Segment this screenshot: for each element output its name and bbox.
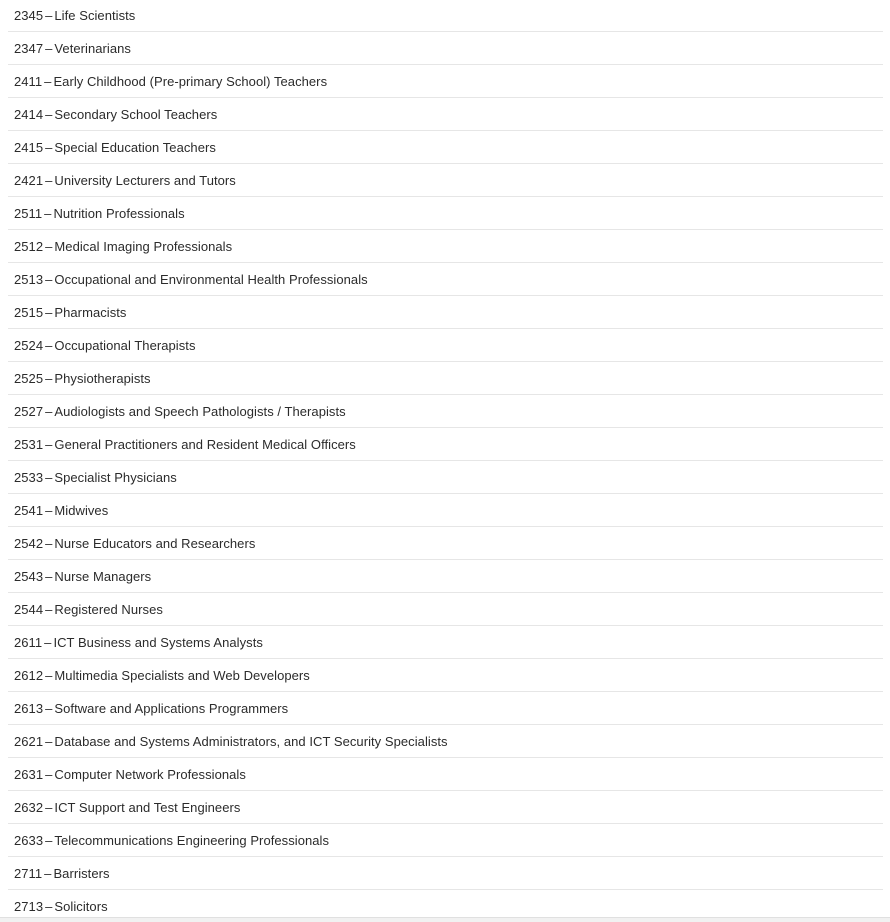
separator: – (45, 700, 53, 716)
list-item[interactable] (8, 98, 883, 131)
separator: – (45, 832, 53, 848)
occupation-code: 2512 (14, 238, 44, 254)
list-item[interactable] (8, 230, 883, 263)
occupation-title: ICT Business and Systems Analysts (53, 634, 263, 650)
occupation-code: 2613 (14, 700, 44, 716)
list-item[interactable] (8, 527, 883, 560)
separator: – (45, 8, 53, 23)
occupation-code: 2544 (14, 601, 44, 617)
occupation-code: 2533 (14, 469, 44, 485)
occupation-code: 2621 (14, 733, 44, 749)
list-item[interactable] (8, 362, 883, 395)
list-item[interactable] (8, 428, 883, 461)
list-item[interactable] (8, 692, 883, 725)
occupation-code: 2414 (14, 106, 44, 122)
occupation-code: 2515 (14, 304, 44, 320)
occupation-title: Early Childhood (Pre-primary School) Teachers (53, 73, 328, 89)
occupation-title: Nutrition Professionals (53, 205, 185, 221)
occupation-code: 2525 (14, 370, 44, 386)
list-item[interactable] (8, 461, 883, 494)
list-item[interactable] (8, 560, 883, 593)
occupation-code: 2711 (14, 865, 43, 881)
separator: – (44, 634, 52, 650)
separator: – (45, 898, 53, 914)
separator: – (45, 799, 53, 815)
list-item[interactable] (8, 725, 883, 758)
list-item[interactable] (8, 494, 883, 527)
occupation-code: 2631 (14, 766, 44, 782)
occupation-title: Occupational Therapists (54, 337, 196, 353)
occupation-code: 2632 (14, 799, 44, 815)
list-item[interactable] (8, 32, 883, 65)
separator: – (45, 403, 53, 419)
list-item[interactable] (8, 593, 883, 626)
occupation-title: Physiotherapists (54, 370, 151, 386)
separator: – (44, 205, 52, 221)
occupation-title: Secondary School Teachers (54, 106, 218, 122)
occupation-code: 2411 (14, 73, 43, 89)
separator: – (45, 40, 53, 56)
list-item[interactable] (8, 659, 883, 692)
separator: – (45, 304, 53, 320)
list-item[interactable] (8, 164, 883, 197)
occupation-title: Computer Network Professionals (54, 766, 246, 782)
list-item[interactable] (8, 0, 883, 32)
occupation-title: Nurse Educators and Researchers (54, 535, 256, 551)
occupation-title: Specialist Physicians (54, 469, 177, 485)
occupation-code: 2543 (14, 568, 44, 584)
separator: – (45, 337, 53, 353)
list-item[interactable] (8, 758, 883, 791)
occupation-title: Medical Imaging Professionals (54, 238, 233, 254)
separator: – (45, 766, 53, 782)
occupation-title: Software and Applications Programmers (54, 700, 289, 716)
occupation-code: 2633 (14, 832, 44, 848)
occupation-title: ICT Support and Test Engineers (54, 799, 241, 815)
occupation-code: 2415 (14, 139, 44, 155)
separator: – (45, 370, 53, 386)
separator: – (45, 271, 53, 287)
list-item[interactable] (8, 131, 883, 164)
list-item[interactable] (8, 296, 883, 329)
occupation-title: Multimedia Specialists and Web Developers (54, 667, 310, 683)
occupation-code: 2511 (14, 205, 43, 221)
occupation-title: Barristers (53, 865, 110, 881)
occupation-code: 2611 (14, 634, 43, 650)
occupation-code: 2421 (14, 172, 44, 188)
occupation-title: Nurse Managers (54, 568, 152, 584)
separator: – (45, 601, 53, 617)
occupation-code: 2345 (14, 8, 44, 23)
occupation-title: Pharmacists (54, 304, 127, 320)
occupation-code: 2513 (14, 271, 44, 287)
occupation-title: Occupational and Environmental Health Professionals (54, 271, 368, 287)
separator: – (45, 733, 53, 749)
occupation-title: General Practitioners and Resident Medical Officers (54, 436, 356, 452)
separator: – (45, 535, 53, 551)
occupation-title: Solicitors (54, 898, 108, 914)
occupation-code: 2527 (14, 403, 44, 419)
occupation-title: Telecommunications Engineering Professionals (54, 832, 330, 848)
separator: – (44, 865, 52, 881)
occupation-title: Registered Nurses (54, 601, 163, 617)
list-item[interactable] (8, 65, 883, 98)
separator: – (45, 139, 53, 155)
occupation-title: Midwives (54, 502, 109, 518)
occupation-code: 2713 (14, 898, 44, 914)
occupation-code: 2347 (14, 40, 44, 56)
separator: – (45, 238, 53, 254)
occupation-title: University Lecturers and Tutors (54, 172, 236, 188)
occupation-code: 2524 (14, 337, 44, 353)
occupation-title: Audiologists and Speech Pathologists / Therapists (54, 403, 346, 419)
occupation-code: 2612 (14, 667, 44, 683)
separator: – (44, 73, 52, 89)
occupation-code: 2541 (14, 502, 44, 518)
occupation-list (8, 0, 883, 922)
list-item[interactable] (8, 791, 883, 824)
occupation-title: Database and Systems Administrators, and ICT Security Specialists (54, 733, 448, 749)
separator: – (45, 436, 53, 452)
separator: – (45, 568, 53, 584)
separator: – (45, 469, 53, 485)
page-bottom-divider (0, 917, 890, 922)
occupation-code: 2542 (14, 535, 44, 551)
list-item[interactable] (8, 626, 883, 659)
separator: – (45, 172, 53, 188)
separator: – (45, 667, 53, 683)
list-item[interactable] (8, 197, 883, 230)
list-item[interactable] (8, 263, 883, 296)
occupation-title: Life Scientists (54, 8, 136, 23)
list-item[interactable] (8, 857, 883, 890)
separator: – (45, 502, 53, 518)
separator: – (45, 106, 53, 122)
list-item[interactable] (8, 329, 883, 362)
occupation-title: Veterinarians (54, 40, 131, 56)
list-item[interactable] (8, 395, 883, 428)
list-item[interactable] (8, 824, 883, 857)
occupation-title: Special Education Teachers (54, 139, 216, 155)
occupation-code: 2531 (14, 436, 44, 452)
